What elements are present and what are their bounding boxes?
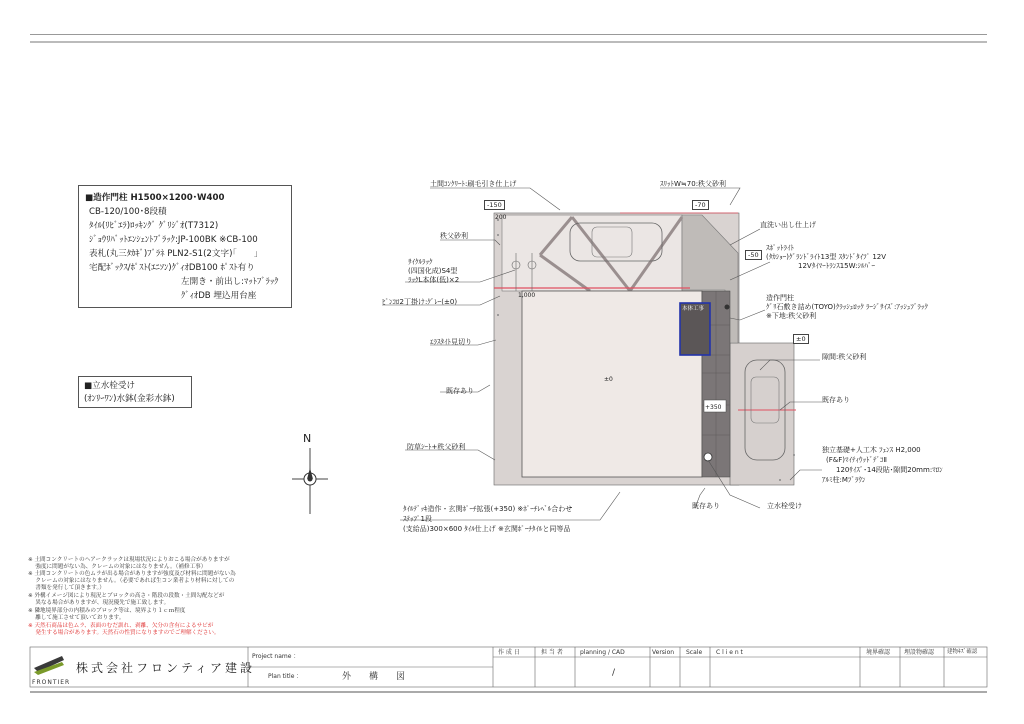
disclaimer: 書類を発行して頂きます。） <box>28 585 105 591</box>
callout-gravel-left: 秩父砂利 <box>440 232 468 240</box>
faucet-spec-detail: (ｵﾝﾘｰﾜﾝ)水鉢(金彩水鉢) <box>84 394 175 404</box>
callout-spotlight-1: ｽﾎﾟｯﾄﾗｲﾄ <box>766 244 794 252</box>
callout-concrete: 土間ｺﾝｸﾘｰﾄ:刷毛引き仕上げ <box>430 180 517 188</box>
callout-pinkoro: ﾋﾟﾝｺﾛ2丁掛け:ｸﾞﾚｰ(±0) <box>382 298 458 306</box>
callout-tile-2: ｽﾃｯﾌﾟ1段 <box>403 515 432 523</box>
callout-elastite: ｴﾗｽﾀｲﾄ見切り <box>430 338 472 346</box>
plan-title-value: 外 構 図 <box>342 672 406 682</box>
disclaimer: 強度に問題がない為、クレームの対象にはなりません。（補修工事） <box>28 564 207 570</box>
callout-gate-3: ※下地:秩父砂利 <box>766 312 817 320</box>
callout-spotlight-3: 12Vﾀｲﾏｰﾄﾗﾝｽ15W:ｼﾙﾊﾞｰ <box>798 262 875 270</box>
callout-cycle-rack-1: ｻｲｸﾙﾗｯｸ <box>408 258 433 266</box>
header-scale: Scale <box>686 649 703 656</box>
callout-fence-3: 120ｻｲｽﾞ･14段貼･隙間20mm:ﾏﾛﾝ <box>836 466 943 474</box>
disclaimer: ※ 外構イメージ図により現況とブロックの高さ・階段の段数・土間勾配などが <box>28 593 225 599</box>
disclaimer-warning: ※ 天然石商品は色ムラ、表面のむだ訓れ、剥離、欠分の含有によるサビが <box>28 623 214 629</box>
spec-line: ｸﾞｨｵDB 埋込用台座 <box>181 291 257 301</box>
header-buried-check: 埋設物確認 <box>904 649 935 656</box>
callout-faucet: 立水栓受け <box>767 502 802 510</box>
callout-wash-finish: 直洗い出し仕上げ <box>760 221 816 229</box>
spec-line: 左開き・前出し:ﾏｯﾄﾌﾞﾗｯｸ <box>181 277 279 287</box>
callout-weed-sheet: 防草ｼｰﾄ+秩父砂利 <box>407 443 466 451</box>
spec-line: 宅配ﾎﾞｯｸｽ/ﾎﾟｽﾄ(ｴﾆｿﾝ)ｸﾞｨｵDB100 ﾎﾟｽﾄ有り <box>89 263 255 273</box>
north-label: N <box>303 432 312 445</box>
spec-line: ﾀｲﾙ(ﾘﾋﾞｴﾗ)ﾛｯｷﾝｸﾞ ｸﾞﾘｼﾞｵ(T7312) <box>89 221 219 231</box>
callout-existing-right: 既存あり <box>822 396 850 404</box>
callout-tile-3: (支給品)300×600 ﾀｲﾙ仕上げ ※玄関ﾎﾟｰﾁﾀｲﾙと同等品 <box>403 525 571 533</box>
callout-slit: ｽﾘｯﾄW≒70:秩父砂利 <box>660 180 727 188</box>
callout-gate-1: 造作門柱 <box>766 294 794 302</box>
callout-fence-1: 独立基礎+人工木 ﾌｪﾝｽ H2,000 <box>822 446 921 454</box>
spec-line: CB-120/100･8段積 <box>89 207 167 217</box>
cad-value: / <box>612 668 616 678</box>
company-name: 株式会社フロンティア建設 <box>76 661 256 675</box>
callout-tile-1: ﾀｲﾙﾃﾞｯｷ造作・玄関ﾎﾟｰﾁ拡張(+350) ※ﾎﾟｰﾁﾚﾍﾞﾙ合わせ <box>403 505 573 513</box>
disclaimer: クレームの対象にはなりません。（必要であれば生コン業者より材料に対しての <box>28 578 235 584</box>
deck-level: +350 <box>705 404 722 411</box>
callout-fence-2: (F&F)ﾏｲﾃｨｳｯﾄﾞﾃﾞｺⅡ <box>826 456 887 464</box>
gate-label: 本体工事 <box>682 306 705 312</box>
callout-existing-bottom: 既存あり <box>692 502 720 510</box>
disclaimer: 離して施工させて頂いております。 <box>28 615 125 621</box>
project-name-label: Project name ： <box>252 653 300 660</box>
disclaimer: ※ 土間コンクリートのヘアークラックは現場状況によりおこる場合がありますが <box>28 557 230 563</box>
disclaimer-warning: 発生する場合があります。天然石の性質になりますのでご理解ください。 <box>28 630 220 636</box>
header-person: 担 当 者 <box>541 649 563 656</box>
spec-line: ｼﾞｮｳﾘﾊﾞｯﾄｴﾝｼｪﾝﾄﾌﾞﾗｯｸ:JP-100BK ※CB-100 <box>89 235 258 245</box>
header-created-date: 作 成 日 <box>498 649 520 656</box>
level-tag-zero: ±0 <box>793 334 809 344</box>
header-client: C l i e n t <box>716 649 743 656</box>
spec-line: 表札(丸三ﾀｶｷﾞ)ﾌﾞﾗﾈ PLN2-S1(2文字)｢ ｣ <box>89 249 259 259</box>
callout-spotlight-2: (ﾀｶｼｮｰ)ｸﾞﾗﾝﾄﾞﾗｲﾄ13型 ｽﾀﾝﾄﾞﾀｲﾌﾟ 12V <box>766 253 887 261</box>
callout-cycle-rack-2: (四国化成)S4型 <box>408 267 458 275</box>
plan-title-label: Plan title ： <box>268 673 303 680</box>
dim-200: 200 <box>495 214 507 221</box>
header-boundary-check: 境界確認 <box>866 649 891 656</box>
company-logo-text: FRONTIER <box>32 679 71 686</box>
level-tag-minus50: -50 <box>745 250 762 260</box>
disclaimer: ※ 隣地境界部分の内積みのブロック等は、境界より１ｃｍ程度 <box>28 608 186 614</box>
header-planning-cad: planning / CAD <box>580 649 625 656</box>
callout-fence-4: ｱﾙﾐ柱:Mﾌﾞﾗｳﾝ <box>822 476 866 484</box>
spec-line-title: ■造作門柱 H1500×1200･W400 <box>85 193 225 203</box>
callout-gate-2: ｸﾞﾘ石敷き詰め(TOYO)ｸﾗｯｼｭﾛｯｸ ﾗｰｼﾞｻｲｽﾞ:ｱｯｼｭﾌﾞﾗｯｸ <box>766 303 928 311</box>
callout-cycle-rack-3: ﾗｯｸL本体(低)×2 <box>408 276 460 284</box>
center-level: ±0 <box>604 376 613 383</box>
disclaimer: 異なる場合がありますが、現況優先で施工致します。 <box>28 600 170 606</box>
dim-1000: 1,000 <box>518 292 536 299</box>
level-tag-minus70: -70 <box>692 200 709 210</box>
header-building-check: 建物ｷｽﾞ確認 <box>947 649 978 655</box>
callout-gap: 隙間:秩父砂利 <box>822 353 867 361</box>
faucet-spec-title: ■立水栓受け <box>84 381 136 391</box>
level-tag-minus150: -150 <box>484 200 505 210</box>
company-logo-icon <box>32 652 66 676</box>
callout-existing-left: 既存あり <box>446 387 474 395</box>
disclaimer: ※ 土間コンクリートの色ムラが出る場合がありますが強度及び材料に問題がない為 <box>28 571 236 577</box>
header-version: Version <box>652 649 675 656</box>
